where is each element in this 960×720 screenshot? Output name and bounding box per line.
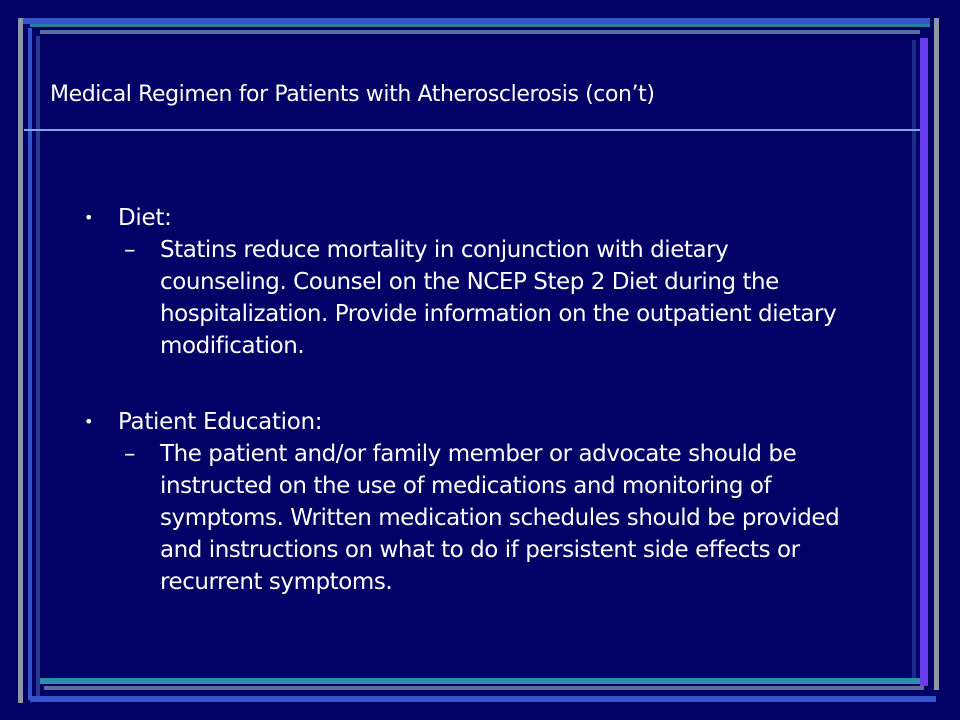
frame-left-bar-gray bbox=[18, 18, 23, 703]
bullet-diet bbox=[84, 202, 854, 234]
sub-bullet-patient-education bbox=[124, 438, 854, 598]
sub-bullet-diet bbox=[124, 234, 854, 362]
bullet-label-diet: Diet: bbox=[118, 205, 172, 231]
slide-content bbox=[84, 202, 854, 598]
frame-left-bar-dark bbox=[36, 36, 40, 700]
frame-top-bar-gray bbox=[40, 30, 920, 34]
bullet-marker: • bbox=[84, 412, 94, 431]
sub-bullet-diet-text: Statins reduce mortality in conjunction with dietary counseling. Counsel on the NCEP Step 2 Diet during the hospitalization. Provide information on the outpatient dietary modification. bbox=[160, 237, 837, 359]
frame-right-bar-purple bbox=[920, 38, 928, 686]
frame-bottom-bar-blue bbox=[30, 696, 936, 702]
frame-top-bar-teal bbox=[30, 24, 930, 27]
sub-bullet-patient-education-text: The patient and/or family member or advocate should be instructed on the use of medications and monitoring of symptoms. Written medication schedules should be provided and instructions on what to do if persistent side effects or recurrent symptoms. bbox=[160, 441, 840, 595]
frame-right-bar-gray bbox=[934, 18, 939, 690]
dash-marker: – bbox=[124, 441, 136, 467]
bullet-marker: • bbox=[84, 208, 94, 227]
dash-marker: – bbox=[124, 237, 136, 263]
bullet-patient-education bbox=[84, 406, 854, 438]
bullet-label-patient-education: Patient Education: bbox=[118, 409, 323, 435]
bullet-gap bbox=[84, 362, 854, 406]
slide-title: Medical Regimen for Patients with Atherosclerosis (con’t) bbox=[50, 82, 655, 107]
title-underline bbox=[24, 129, 920, 131]
frame-bottom-bar-gray bbox=[44, 686, 924, 690]
frame-bottom-bar-teal bbox=[40, 678, 920, 684]
frame-right-bar-dark bbox=[912, 40, 916, 680]
